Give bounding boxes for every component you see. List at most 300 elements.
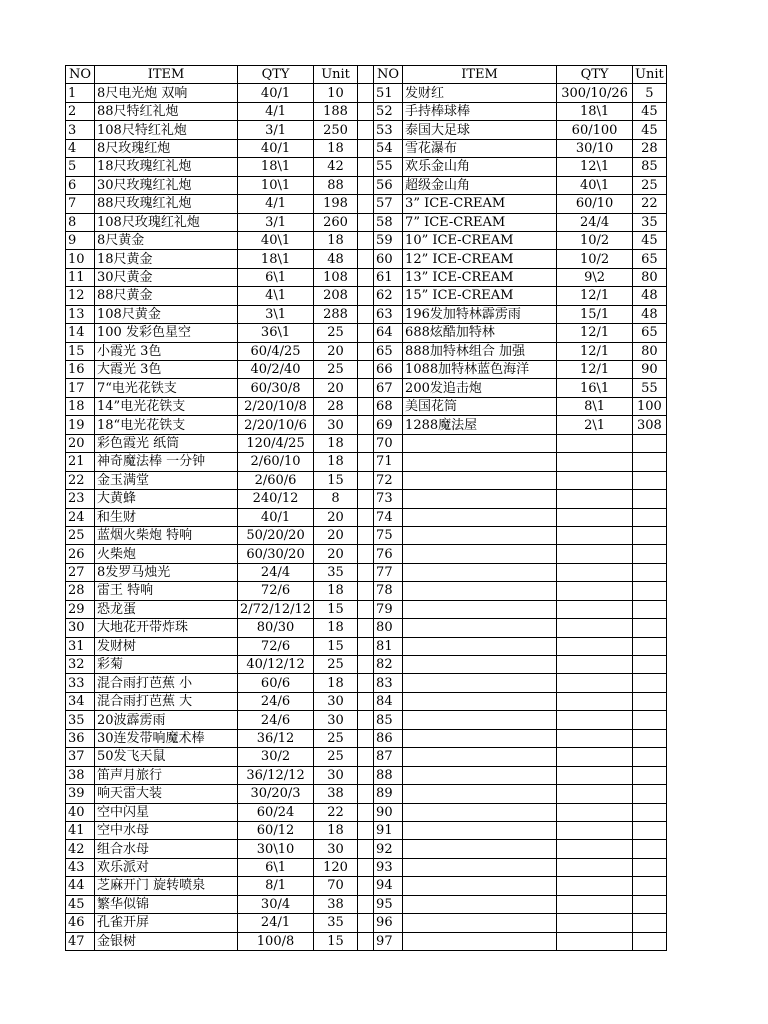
row-unit: 25 — [314, 324, 358, 342]
row-qty-right: 24/4 — [557, 213, 633, 231]
row-no-right: 60 — [374, 250, 403, 268]
row-qty: 24/4 — [238, 563, 314, 581]
row-unit: 198 — [314, 195, 358, 213]
row-no-right: 58 — [374, 213, 403, 231]
row-item-right: 10” ICE-CREAM — [403, 231, 557, 249]
table-row — [66, 637, 667, 655]
column-gap — [358, 766, 374, 784]
column-gap — [358, 287, 374, 305]
row-unit-right: 22 — [633, 195, 667, 213]
row-unit: 20 — [314, 379, 358, 397]
row-qty: 30/4 — [238, 895, 314, 913]
row-item: 88尺黄金 — [95, 287, 238, 305]
row-no-right: 59 — [374, 231, 403, 249]
row-unit-right: 80 — [633, 268, 667, 286]
row-unit: 15 — [314, 471, 358, 489]
row-item-right — [403, 453, 557, 471]
row-qty: 50/20/20 — [238, 526, 314, 544]
row-unit: 20 — [314, 508, 358, 526]
row-no: 13 — [66, 305, 95, 323]
row-no: 9 — [66, 231, 95, 249]
row-no: 18 — [66, 397, 95, 415]
row-item-right — [403, 508, 557, 526]
row-no: 20 — [66, 434, 95, 452]
table-row — [66, 858, 667, 876]
column-gap — [358, 434, 374, 452]
row-qty: 60/6 — [238, 674, 314, 692]
table-row — [66, 287, 667, 305]
row-item-right — [403, 785, 557, 803]
row-qty-right: 60/100 — [557, 121, 633, 139]
row-no: 25 — [66, 526, 95, 544]
row-qty-right: 12\1 — [557, 158, 633, 176]
row-unit-right — [633, 821, 667, 839]
row-unit-right — [633, 508, 667, 526]
row-qty-right — [557, 508, 633, 526]
row-item-right: 3” ICE-CREAM — [403, 195, 557, 213]
column-gap — [358, 582, 374, 600]
row-no: 4 — [66, 139, 95, 157]
row-qty-right — [557, 932, 633, 950]
row-item-right: 200发追击炮 — [403, 379, 557, 397]
header-unit-right: Unit — [633, 66, 667, 84]
row-item-right — [403, 840, 557, 858]
price-list-table — [65, 65, 667, 951]
row-no-right: 64 — [374, 324, 403, 342]
row-no: 6 — [66, 176, 95, 194]
row-no-right: 77 — [374, 563, 403, 581]
row-no: 23 — [66, 490, 95, 508]
table-row — [66, 932, 667, 950]
table-row — [66, 656, 667, 674]
row-qty-right: 18\1 — [557, 102, 633, 120]
row-qty: 80/30 — [238, 619, 314, 637]
row-item-right: 发财红 — [403, 84, 557, 102]
row-qty: 3/1 — [238, 213, 314, 231]
row-unit: 28 — [314, 397, 358, 415]
row-qty-right — [557, 877, 633, 895]
header-row — [66, 66, 667, 84]
row-item-right — [403, 619, 557, 637]
row-qty-right — [557, 453, 633, 471]
row-qty-right: 8\1 — [557, 397, 633, 415]
row-unit-right — [633, 803, 667, 821]
row-no: 33 — [66, 674, 95, 692]
row-qty-right: 15/1 — [557, 305, 633, 323]
row-no-right: 71 — [374, 453, 403, 471]
row-unit: 25 — [314, 748, 358, 766]
column-gap — [358, 545, 374, 563]
row-no: 16 — [66, 361, 95, 379]
row-item-right — [403, 600, 557, 618]
row-no-right: 63 — [374, 305, 403, 323]
row-no-right: 80 — [374, 619, 403, 637]
row-qty: 60/30/8 — [238, 379, 314, 397]
header-no-right: NO — [374, 66, 403, 84]
row-unit-right: 45 — [633, 102, 667, 120]
row-no: 46 — [66, 914, 95, 932]
row-qty-right — [557, 545, 633, 563]
row-no: 31 — [66, 637, 95, 655]
header-unit: Unit — [314, 66, 358, 84]
table-row — [66, 729, 667, 747]
table-row — [66, 268, 667, 286]
row-no: 1 — [66, 84, 95, 102]
row-item: 孔雀开屏 — [95, 914, 238, 932]
row-qty: 6\1 — [238, 268, 314, 286]
row-no: 38 — [66, 766, 95, 784]
column-gap — [358, 231, 374, 249]
column-gap — [358, 471, 374, 489]
row-no: 8 — [66, 213, 95, 231]
row-qty-right — [557, 434, 633, 452]
row-item-right — [403, 932, 557, 950]
row-qty-right — [557, 766, 633, 784]
row-qty: 2/60/10 — [238, 453, 314, 471]
row-item: 混合雨打芭蕉 大 — [95, 692, 238, 710]
table-row — [66, 453, 667, 471]
row-qty: 30\10 — [238, 840, 314, 858]
row-qty-right — [557, 563, 633, 581]
row-unit: 15 — [314, 932, 358, 950]
row-no-right: 67 — [374, 379, 403, 397]
column-gap — [358, 139, 374, 157]
row-no: 40 — [66, 803, 95, 821]
row-unit-right: 48 — [633, 305, 667, 323]
row-item: 混合雨打芭蕉 小 — [95, 674, 238, 692]
row-no: 10 — [66, 250, 95, 268]
row-unit: 208 — [314, 287, 358, 305]
row-unit-right — [633, 748, 667, 766]
row-qty: 4\1 — [238, 287, 314, 305]
column-gap — [358, 821, 374, 839]
row-unit-right — [633, 785, 667, 803]
row-unit-right: 5 — [633, 84, 667, 102]
row-unit-right — [633, 711, 667, 729]
row-no-right: 81 — [374, 637, 403, 655]
row-no: 35 — [66, 711, 95, 729]
column-gap — [358, 342, 374, 360]
row-no-right: 75 — [374, 526, 403, 544]
row-item: 大地花开带炸珠 — [95, 619, 238, 637]
row-item-right — [403, 563, 557, 581]
table-row — [66, 379, 667, 397]
row-item: 30连发带响魔术棒 — [95, 729, 238, 747]
row-unit: 30 — [314, 766, 358, 784]
row-qty: 2/20/10/8 — [238, 397, 314, 415]
row-unit: 188 — [314, 102, 358, 120]
table-row — [66, 785, 667, 803]
row-no: 21 — [66, 453, 95, 471]
column-gap — [358, 877, 374, 895]
row-no: 30 — [66, 619, 95, 637]
row-qty: 60/30/20 — [238, 545, 314, 563]
row-unit-right — [633, 637, 667, 655]
column-gap — [358, 213, 374, 231]
row-no-right: 84 — [374, 692, 403, 710]
row-qty: 18\1 — [238, 158, 314, 176]
row-no: 28 — [66, 582, 95, 600]
row-no-right: 83 — [374, 674, 403, 692]
column-gap — [358, 176, 374, 194]
row-qty: 18\1 — [238, 250, 314, 268]
row-qty: 24/6 — [238, 711, 314, 729]
row-item-right — [403, 471, 557, 489]
row-item-right: 888加特林组合 加强 — [403, 342, 557, 360]
table-row — [66, 674, 667, 692]
row-item: 空中闪星 — [95, 803, 238, 821]
column-gap — [358, 66, 374, 84]
row-no-right: 92 — [374, 840, 403, 858]
table-row — [66, 582, 667, 600]
row-unit: 42 — [314, 158, 358, 176]
row-unit: 108 — [314, 268, 358, 286]
column-gap — [358, 692, 374, 710]
row-unit: 18 — [314, 619, 358, 637]
row-qty: 10\1 — [238, 176, 314, 194]
row-item: 恐龙蛋 — [95, 600, 238, 618]
row-no: 3 — [66, 121, 95, 139]
table-row — [66, 526, 667, 544]
row-qty-right — [557, 711, 633, 729]
row-unit: 18 — [314, 674, 358, 692]
row-no-right: 94 — [374, 877, 403, 895]
row-item: 8尺玫瑰红炮 — [95, 139, 238, 157]
column-gap — [358, 195, 374, 213]
row-unit: 25 — [314, 729, 358, 747]
table-row — [66, 877, 667, 895]
table-row — [66, 121, 667, 139]
row-item: 8尺电光炮 双响 — [95, 84, 238, 102]
row-no: 14 — [66, 324, 95, 342]
row-item: 芝麻开门 旋转喷泉 — [95, 877, 238, 895]
row-unit-right: 45 — [633, 231, 667, 249]
row-unit: 70 — [314, 877, 358, 895]
row-item-right: 7” ICE-CREAM — [403, 213, 557, 231]
row-item: 大霞光 3色 — [95, 361, 238, 379]
row-qty: 36/12 — [238, 729, 314, 747]
column-gap — [358, 268, 374, 286]
table-row — [66, 803, 667, 821]
row-no-right: 97 — [374, 932, 403, 950]
row-unit: 30 — [314, 840, 358, 858]
row-qty: 24/1 — [238, 914, 314, 932]
table-row — [66, 821, 667, 839]
row-item: 20波霹雳雨 — [95, 711, 238, 729]
row-qty-right: 30/10 — [557, 139, 633, 157]
row-item: 笛声月旅行 — [95, 766, 238, 784]
row-unit: 20 — [314, 526, 358, 544]
table-row — [66, 176, 667, 194]
row-unit: 30 — [314, 711, 358, 729]
row-item: 彩菊 — [95, 656, 238, 674]
row-qty: 40/1 — [238, 508, 314, 526]
row-qty: 240/12 — [238, 490, 314, 508]
row-no: 39 — [66, 785, 95, 803]
row-unit: 15 — [314, 637, 358, 655]
row-unit-right — [633, 914, 667, 932]
row-unit-right: 100 — [633, 397, 667, 415]
row-unit: 25 — [314, 656, 358, 674]
row-qty: 40/2/40 — [238, 361, 314, 379]
column-gap — [358, 490, 374, 508]
column-gap — [358, 416, 374, 434]
row-unit-right — [633, 600, 667, 618]
row-unit-right — [633, 840, 667, 858]
row-unit-right — [633, 656, 667, 674]
row-unit: 18 — [314, 231, 358, 249]
row-item-right — [403, 766, 557, 784]
row-qty: 60/4/25 — [238, 342, 314, 360]
column-gap — [358, 895, 374, 913]
table-row — [66, 416, 667, 434]
row-unit-right: 80 — [633, 342, 667, 360]
row-no-right: 79 — [374, 600, 403, 618]
row-item-right — [403, 545, 557, 563]
row-item: 繁华似锦 — [95, 895, 238, 913]
row-item: 18尺玫瑰红礼炮 — [95, 158, 238, 176]
row-item-right: 雪花瀑布 — [403, 139, 557, 157]
header-item-right: ITEM — [403, 66, 557, 84]
row-no: 11 — [66, 268, 95, 286]
column-gap — [358, 674, 374, 692]
row-qty-right — [557, 840, 633, 858]
table-row — [66, 508, 667, 526]
column-gap — [358, 729, 374, 747]
column-gap — [358, 563, 374, 581]
row-item: 88尺玫瑰红礼炮 — [95, 195, 238, 213]
row-qty: 4/1 — [238, 195, 314, 213]
row-item: 小霞光 3色 — [95, 342, 238, 360]
row-no-right: 65 — [374, 342, 403, 360]
row-unit-right — [633, 877, 667, 895]
row-unit-right — [633, 434, 667, 452]
row-unit-right — [633, 563, 667, 581]
row-qty: 30/20/3 — [238, 785, 314, 803]
row-no: 22 — [66, 471, 95, 489]
table-row — [66, 563, 667, 581]
row-no: 37 — [66, 748, 95, 766]
row-item-right — [403, 692, 557, 710]
header-qty-right: QTY — [557, 66, 633, 84]
row-qty: 6\1 — [238, 858, 314, 876]
row-no: 27 — [66, 563, 95, 581]
row-unit: 35 — [314, 563, 358, 581]
row-unit: 260 — [314, 213, 358, 231]
row-qty-right — [557, 914, 633, 932]
row-item: 108尺玫瑰红礼炮 — [95, 213, 238, 231]
row-unit-right: 308 — [633, 416, 667, 434]
row-unit: 88 — [314, 176, 358, 194]
row-item-right — [403, 914, 557, 932]
column-gap — [358, 508, 374, 526]
row-item-right — [403, 490, 557, 508]
row-item-right: 超级金山角 — [403, 176, 557, 194]
row-qty-right — [557, 748, 633, 766]
row-qty-right: 12/1 — [557, 361, 633, 379]
column-gap — [358, 600, 374, 618]
row-item-right — [403, 895, 557, 913]
table-row — [66, 342, 667, 360]
row-unit: 22 — [314, 803, 358, 821]
row-no-right: 93 — [374, 858, 403, 876]
table-row — [66, 231, 667, 249]
row-qty: 3\1 — [238, 305, 314, 323]
row-qty: 3/1 — [238, 121, 314, 139]
row-item-right: 15” ICE-CREAM — [403, 287, 557, 305]
column-gap — [358, 397, 374, 415]
row-item-right — [403, 674, 557, 692]
row-no: 24 — [66, 508, 95, 526]
column-gap — [358, 932, 374, 950]
row-unit-right — [633, 526, 667, 544]
row-no-right: 78 — [374, 582, 403, 600]
row-no: 17 — [66, 379, 95, 397]
row-item: 发财树 — [95, 637, 238, 655]
column-gap — [358, 361, 374, 379]
row-no: 26 — [66, 545, 95, 563]
column-gap — [358, 711, 374, 729]
row-qty: 8/1 — [238, 877, 314, 895]
row-no: 44 — [66, 877, 95, 895]
row-no-right: 62 — [374, 287, 403, 305]
row-item: 88尺特红礼炮 — [95, 102, 238, 120]
row-qty: 2/60/6 — [238, 471, 314, 489]
row-unit-right — [633, 858, 667, 876]
row-unit-right: 25 — [633, 176, 667, 194]
row-qty-right: 300/10/26 — [557, 84, 633, 102]
row-unit-right — [633, 932, 667, 950]
row-item: 组合水母 — [95, 840, 238, 858]
row-item-right: 手持棒球棒 — [403, 102, 557, 120]
column-gap — [358, 250, 374, 268]
table-row — [66, 692, 667, 710]
row-no: 34 — [66, 692, 95, 710]
table-row — [66, 434, 667, 452]
row-item-right: 1288魔法屋 — [403, 416, 557, 434]
row-item: 金银树 — [95, 932, 238, 950]
row-qty-right — [557, 821, 633, 839]
column-gap — [358, 785, 374, 803]
row-qty: 30/2 — [238, 748, 314, 766]
row-unit: 38 — [314, 785, 358, 803]
table-row — [66, 619, 667, 637]
column-gap — [358, 121, 374, 139]
row-no: 5 — [66, 158, 95, 176]
row-qty-right — [557, 785, 633, 803]
table-row — [66, 600, 667, 618]
row-item-right — [403, 858, 557, 876]
row-qty-right — [557, 637, 633, 655]
row-item: 雷王 特响 — [95, 582, 238, 600]
column-gap — [358, 324, 374, 342]
table-row — [66, 361, 667, 379]
column-gap — [358, 914, 374, 932]
row-no: 12 — [66, 287, 95, 305]
row-no-right: 61 — [374, 268, 403, 286]
header-item: ITEM — [95, 66, 238, 84]
header-qty: QTY — [238, 66, 314, 84]
row-no-right: 95 — [374, 895, 403, 913]
row-unit: 30 — [314, 416, 358, 434]
row-unit-right: 65 — [633, 324, 667, 342]
row-no-right: 69 — [374, 416, 403, 434]
header-no: NO — [66, 66, 95, 84]
row-item-right — [403, 656, 557, 674]
column-gap — [358, 840, 374, 858]
row-qty: 36/12/12 — [238, 766, 314, 784]
row-qty: 2/20/10/6 — [238, 416, 314, 434]
